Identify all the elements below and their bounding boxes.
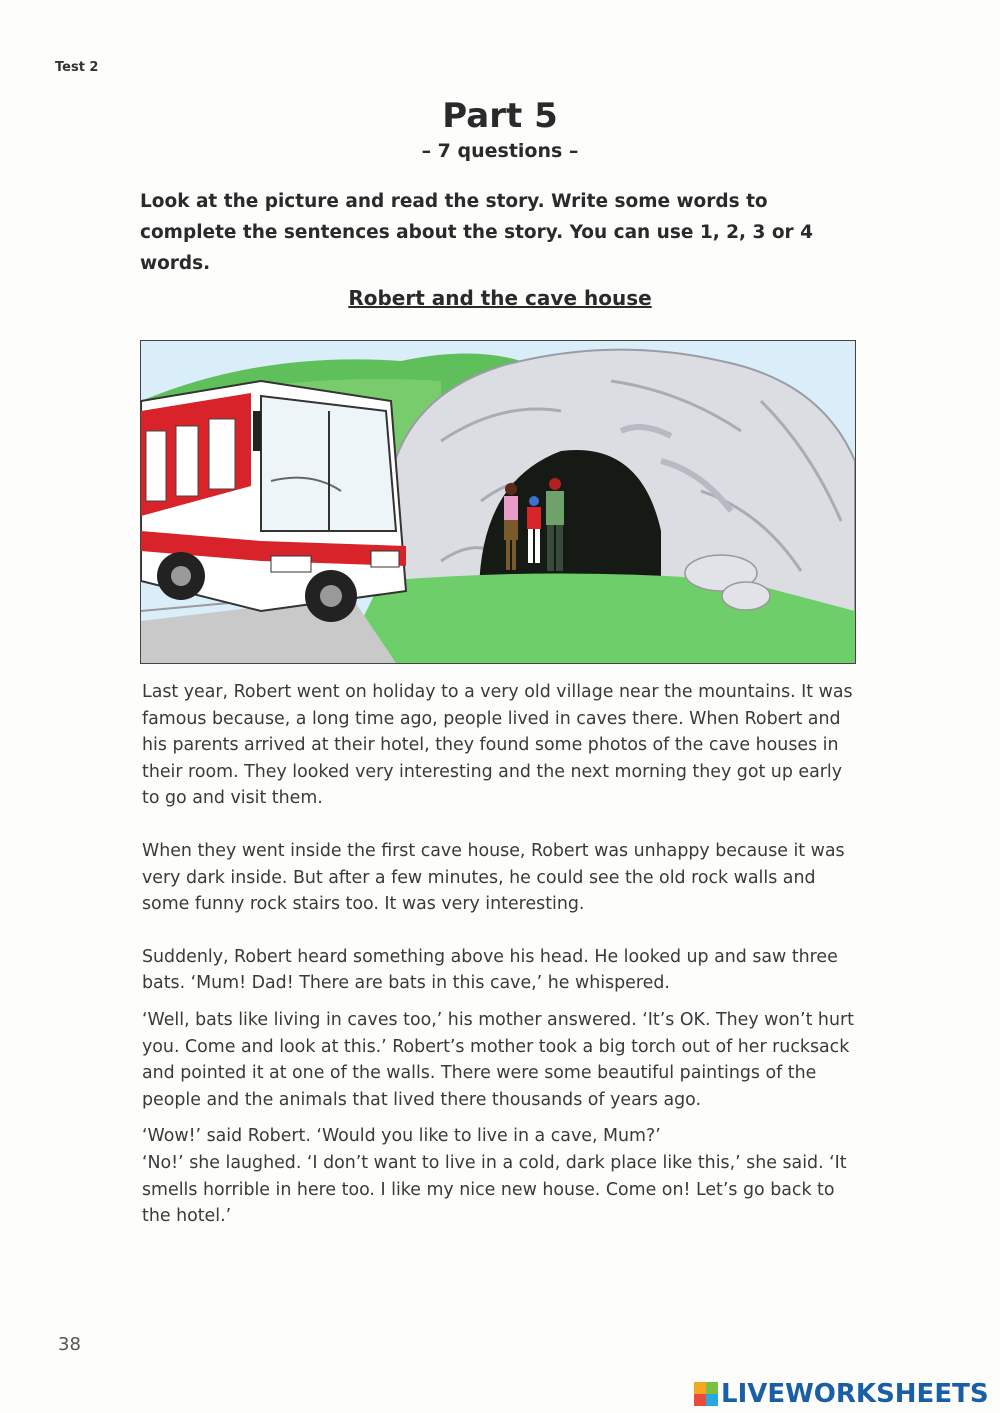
- part-title: Part 5: [442, 96, 558, 136]
- rock: [722, 582, 770, 610]
- liveworksheets-logo: [694, 1379, 989, 1409]
- story-paragraph: ‘Wow!’ said Robert. ‘Would you like to live in a cave, Mum?’: [142, 1126, 661, 1147]
- bus-and-cave-illustration: [141, 341, 855, 663]
- bus: [141, 381, 406, 622]
- story-paragraph: ‘No!’ she laughed. ‘I don’t want to live in a cold, dark place like this,’ she said. ‘It smells horrible in here too. I like my nice new house. Come on! Let’s go back to the hotel.’: [142, 1152, 847, 1227]
- story-illustration: [140, 340, 856, 664]
- story-paragraph: When they went inside the first cave house, Robert was unhappy because it was very dark inside. But after a few minutes, he could see the old rock walls and some funny rock stairs too. It was very interesting.: [142, 840, 845, 915]
- story-text: [142, 679, 862, 1230]
- instructions: Look at the picture and read the story. Write some words to complete the sentences about the story. You can use 1, 2, 3 or 4 words.: [140, 191, 813, 274]
- page-number: 38: [58, 1334, 81, 1355]
- story-paragraph: ‘Well, bats like living in caves too,’ his mother answered. ‘It’s OK. They won’t hurt you. Come and look at this.’ Robert’s mother took a big torch out of her rucksack and pointed it at one of the walls. There were some beautiful paintings of the people and the animals that lived there thousands of years ago.: [142, 1009, 854, 1110]
- part-subtitle: – 7 questions –: [421, 140, 579, 162]
- brand-name: LIVEWORKSHEETS: [721, 1379, 989, 1409]
- story-paragraph: Last year, Robert went on holiday to a very old village near the mountains. It was famous because, a long time ago, people lived in caves there. When Robert and his parents arrived at their hotel, they found some photos of the cave houses in their room. They looked very interesting and the next morning they got up early to go and visit them.: [142, 682, 853, 809]
- liveworksheets-icon: [694, 1382, 718, 1406]
- story-paragraph: Suddenly, Robert heard something above his head. He looked up and saw three bats. ‘Mum! Dad! There are bats in this cave,’ he whispered.: [142, 946, 838, 994]
- test-label: Test 2: [55, 60, 99, 75]
- story-title: Robert and the cave house: [348, 286, 652, 310]
